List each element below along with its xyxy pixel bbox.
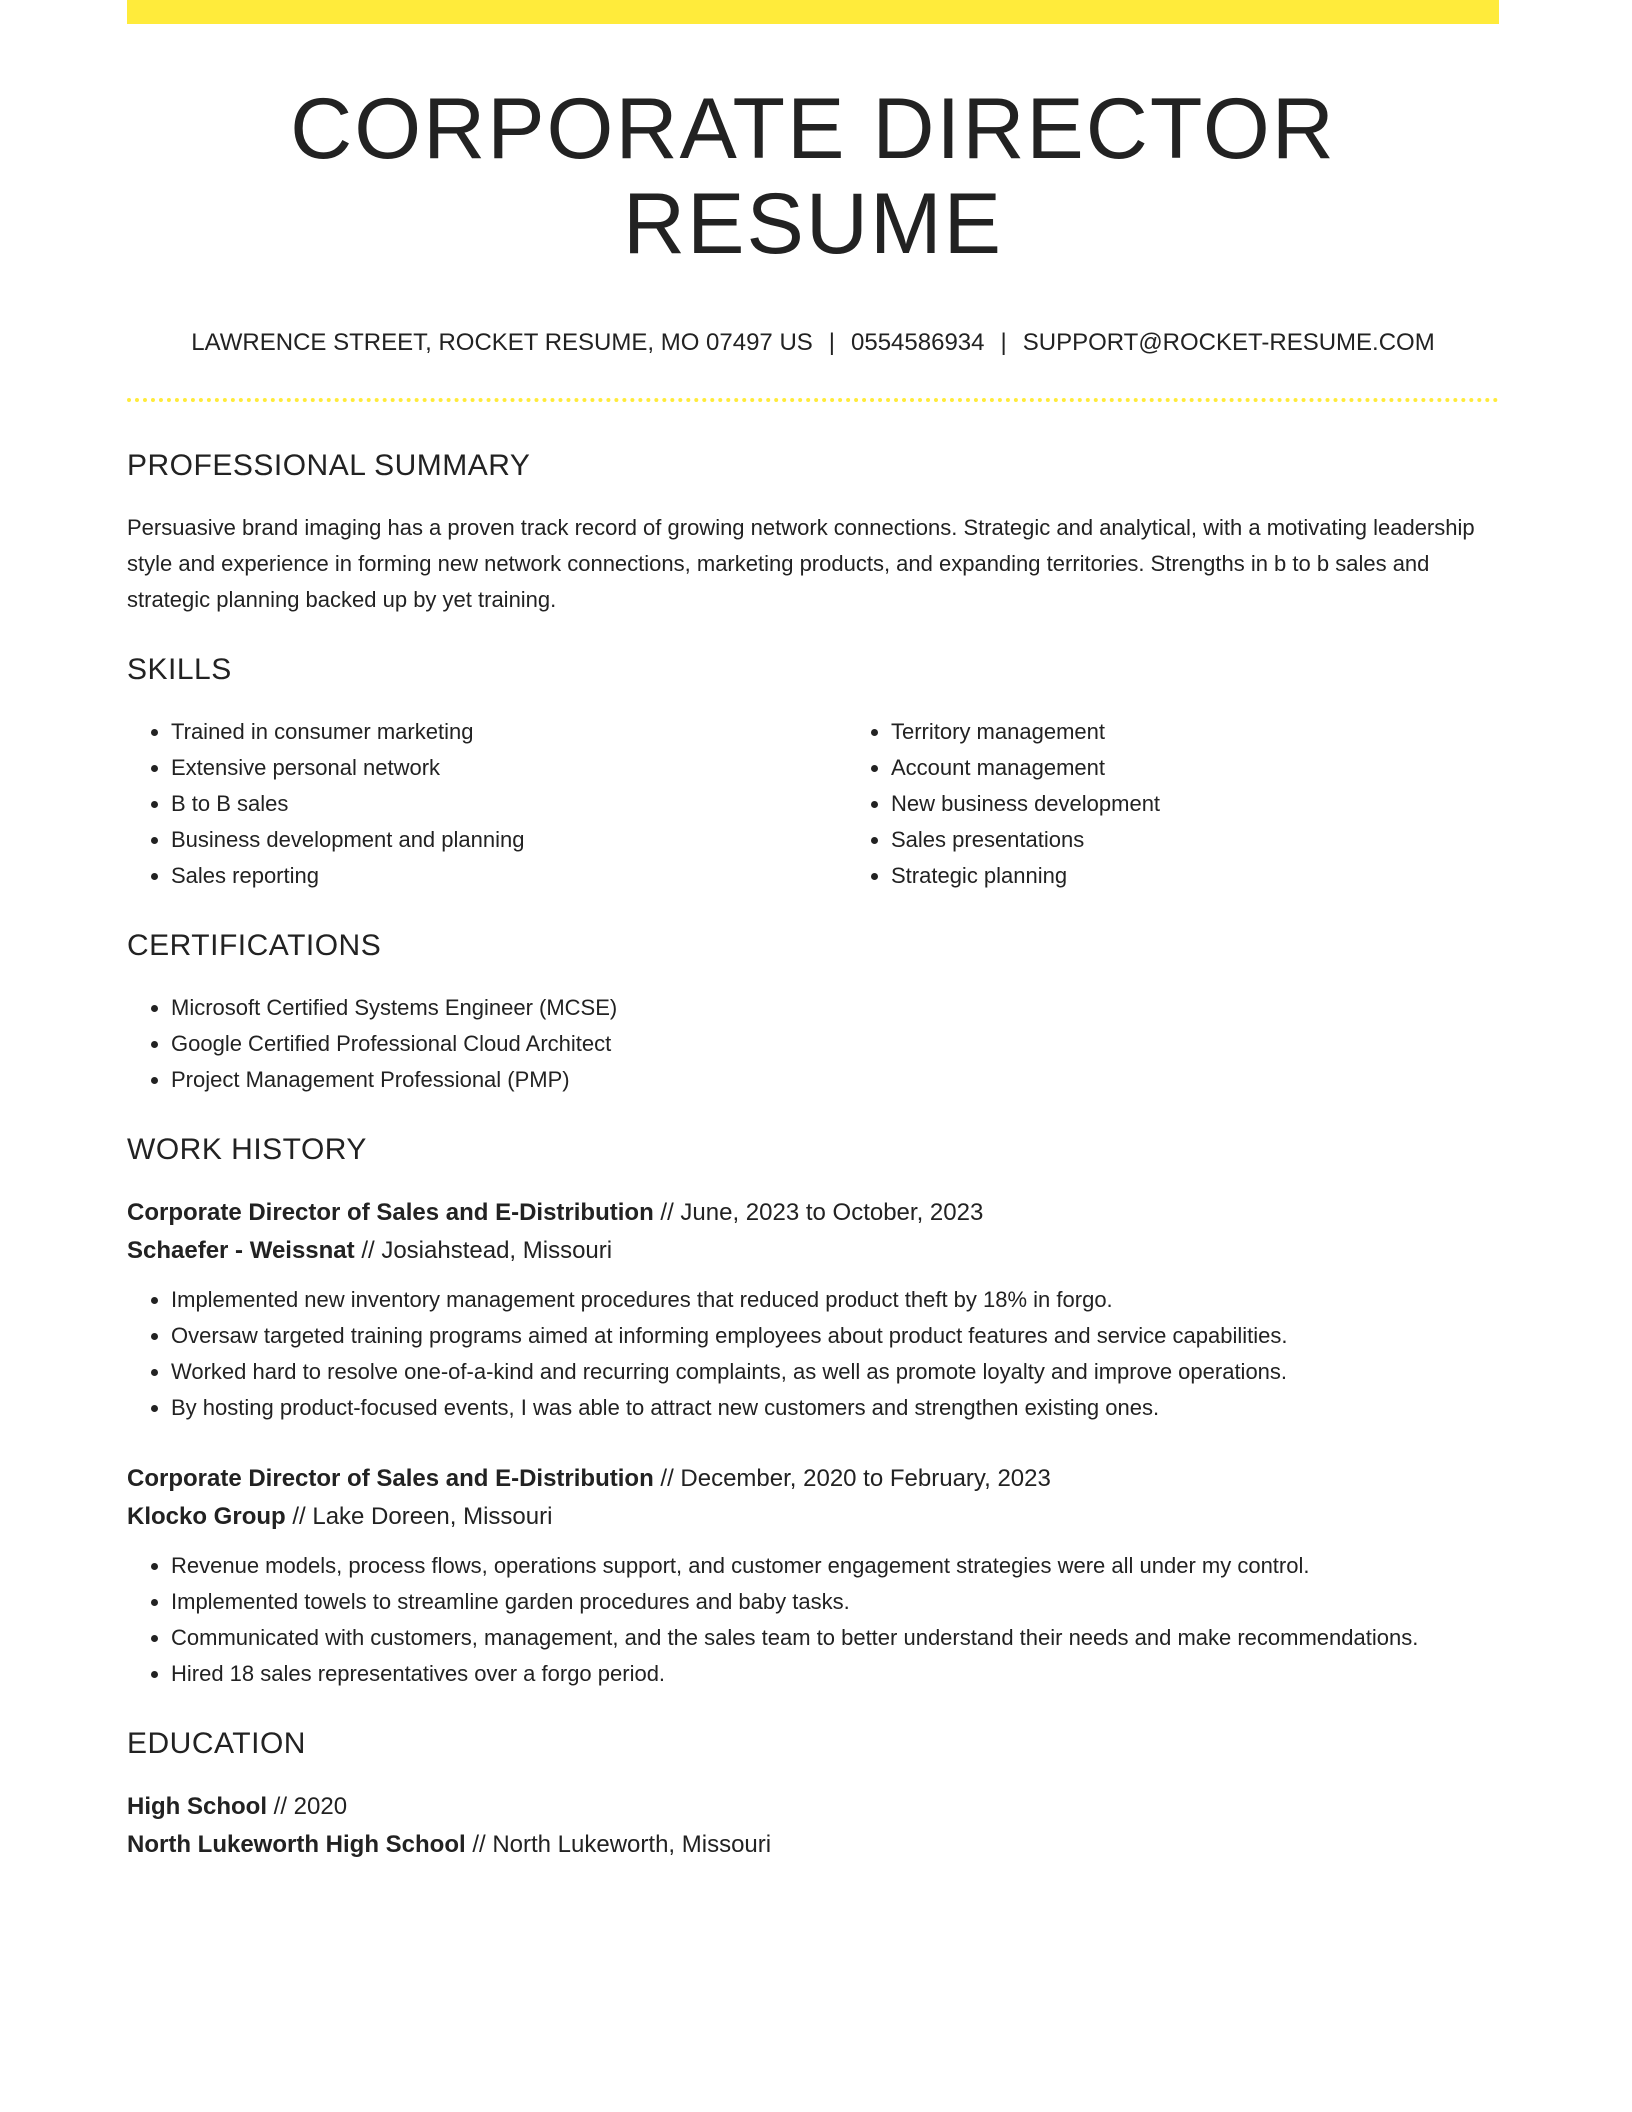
contact-phone: 0554586934 (851, 329, 985, 357)
job-dates: // June, 2023 to October, 2023 (653, 1198, 984, 1226)
job-company: Schaefer - Weissnat (127, 1236, 355, 1264)
certification-item: • Microsoft Certified Systems Engineer (MCSE) (171, 990, 1499, 1026)
job-title: Corporate Director of Sales and E-Distribution (127, 1464, 654, 1492)
job-location: // Josiahstead, Missouri (354, 1236, 613, 1264)
education-year: // 2020 (267, 1792, 348, 1820)
education-location: // North Lukeworth, Missouri (465, 1830, 772, 1858)
skills-list-right (847, 714, 1499, 894)
dotted-divider (127, 398, 1499, 402)
job-company: Klocko Group (127, 1502, 286, 1530)
skill-item: • Sales presentations (891, 822, 1499, 858)
skills-grid (127, 714, 1499, 894)
certifications-list (127, 990, 1499, 1098)
work-history-heading: WORK HISTORY (127, 1132, 367, 1166)
job-location: // Lake Doreen, Missouri (285, 1502, 553, 1530)
job-entry (127, 1194, 1499, 1426)
contact-email: SUPPORT@ROCKET-RESUME.COM (1022, 329, 1435, 357)
job-bullet: • Worked hard to resolve one-of-a-kind and recurring complaints, as well as promote loyalty and improve operations. (171, 1354, 1499, 1390)
contact-separator: | (1000, 329, 1007, 357)
certification-item: • Google Certified Professional Cloud Architect (171, 1026, 1499, 1062)
contact-address: LAWRENCE STREET, ROCKET RESUME, MO 07497 US (191, 329, 813, 357)
summary-section (127, 448, 1499, 618)
certifications-heading: CERTIFICATIONS (127, 928, 382, 962)
job-bullet: • Hired 18 sales representatives over a forgo period. (171, 1656, 1499, 1692)
accent-top-bar (127, 0, 1499, 24)
resume-title: CORPORATE DIRECTOR RESUME (290, 81, 1336, 272)
education-degree: High School (127, 1792, 267, 1820)
job-bullets (127, 1282, 1499, 1426)
skill-item: • Extensive personal network (171, 750, 847, 786)
skill-item: • Strategic planning (891, 858, 1499, 894)
skills-section (127, 652, 1499, 894)
skill-item: • Territory management (891, 714, 1499, 750)
contact-separator: | (828, 329, 836, 357)
education-degree-line (127, 1788, 1499, 1826)
job-company-line (127, 1232, 1499, 1270)
certifications-section (127, 928, 1499, 1098)
summary-text: Persuasive brand imaging has a proven track record of growing network connections. Strategic and analytical, with a motivating leadership style and experience in forming new network connections, marketing products, and expanding territories. Strengths in b to b sales and strategic planning backed up by yet training. (127, 514, 1475, 612)
contact-line (127, 329, 1499, 358)
certification-item: • Project Management Professional (PMP) (171, 1062, 1499, 1098)
education-section (127, 1726, 1499, 1864)
job-title: Corporate Director of Sales and E-Distribution (127, 1198, 654, 1226)
skill-item: • B to B sales (171, 786, 847, 822)
job-bullet: • Communicated with customers, management, and the sales team to better understand their needs and make recommendations. (171, 1620, 1499, 1656)
job-bullet: • By hosting product-focused events, I was able to attract new customers and strengthen existing ones. (171, 1390, 1499, 1426)
job-title-line (127, 1194, 1499, 1232)
job-title-line (127, 1460, 1499, 1498)
education-school: North Lukeworth High School (127, 1830, 466, 1858)
job-bullets (127, 1548, 1499, 1692)
job-bullet: • Implemented new inventory management procedures that reduced product theft by 18% in forgo. (171, 1282, 1499, 1318)
skill-item: • Account management (891, 750, 1499, 786)
skill-item: • Trained in consumer marketing (171, 714, 847, 750)
skill-item: • Business development and planning (171, 822, 847, 858)
skill-item: • Sales reporting (171, 858, 847, 894)
work-history-section (127, 1132, 1499, 1692)
job-bullet: • Implemented towels to streamline garden procedures and baby tasks. (171, 1584, 1499, 1620)
summary-heading: PROFESSIONAL SUMMARY (127, 448, 531, 482)
job-entry (127, 1460, 1499, 1692)
job-dates: // December, 2020 to February, 2023 (653, 1464, 1051, 1492)
skill-item: • New business development (891, 786, 1499, 822)
job-company-line (127, 1498, 1499, 1536)
resume-page (127, 0, 1499, 1864)
job-bullet: • Revenue models, process flows, operations support, and customer engagement strategies were all under my control. (171, 1548, 1499, 1584)
skills-list-left (127, 714, 847, 894)
job-bullet: • Oversaw targeted training programs aimed at informing employees about product features and service capabilities. (171, 1318, 1499, 1354)
skills-heading: SKILLS (127, 652, 232, 686)
education-heading: EDUCATION (127, 1726, 306, 1760)
education-school-line (127, 1826, 1499, 1864)
